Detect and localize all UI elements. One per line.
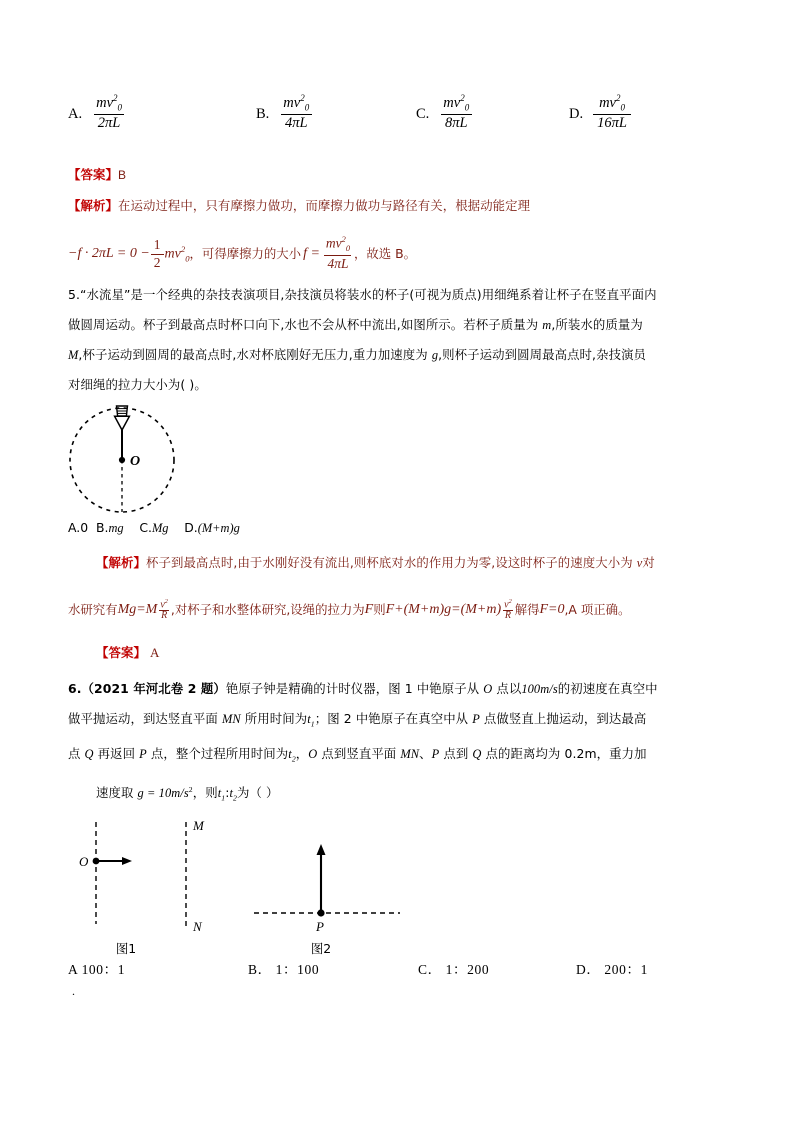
question5-option-c[interactable]: C.Mg — [139, 520, 169, 535]
q6-l1c: 的初速度在真空中 — [557, 681, 658, 696]
question6-option-a[interactable]: A 100：1 — [68, 961, 126, 977]
formula-half-fraction: $\frac{1}{2}$ — [151, 238, 164, 269]
option-d-denominator: 16πL — [593, 114, 631, 132]
q5-an-l2d: 解得 — [514, 601, 540, 617]
question5-analysis-line2 — [68, 592, 728, 628]
formula-part5: ，故选 B。 — [354, 245, 417, 261]
question5-line1 — [68, 280, 728, 310]
q6-t2b: $t_2$ — [229, 786, 237, 803]
question5-analysis-line1 — [68, 548, 756, 578]
fig1-label-M: M — [193, 817, 204, 833]
option-c[interactable] — [416, 94, 473, 132]
question4-answer-row — [68, 160, 728, 190]
q6-var-P2: P — [139, 747, 147, 762]
question6-line1 — [68, 674, 728, 704]
q6-g-value: $g = 10m/s^2$ — [137, 784, 193, 801]
question5-var-m: m — [542, 318, 552, 332]
q5-eq1-den: R — [161, 610, 168, 622]
question5-var-g: g — [431, 348, 439, 362]
q5-var-F: F — [364, 602, 374, 617]
option-d-numerator: $mv^2_0$ — [599, 93, 625, 113]
question5-number: 5. — [68, 287, 81, 302]
projectile-diagrams — [68, 816, 728, 956]
option-d-label: D. — [569, 105, 584, 122]
question5-analysis-label: 【解析】 — [96, 555, 146, 570]
q6-speed: 100m/s — [521, 682, 558, 696]
q6-l3g: 点到 — [439, 746, 473, 762]
question4-options-row — [68, 94, 728, 152]
q6-l4b: ，则 — [192, 785, 218, 801]
formula-result-num: $mv^2_0$ — [325, 235, 351, 254]
question5-text2b: ,所装水的质量为 — [551, 317, 643, 332]
question5-analysis-var-v: v — [636, 556, 643, 570]
figure-2 — [254, 844, 400, 956]
question5-figure — [68, 404, 728, 516]
question5-answer-label: 【答案】 — [96, 645, 146, 660]
q6-l2b: 所用时间为 — [240, 711, 308, 726]
q6-t1: $t_1$ — [307, 712, 315, 729]
q5-an-l2a: 水研究有 — [68, 601, 118, 617]
formula-part2: $mv^2_0$ — [164, 243, 190, 264]
question4-analysis-row — [68, 191, 728, 221]
q6-var-MN2: MN — [400, 747, 420, 762]
option-d[interactable] — [569, 94, 631, 132]
fig1-label-O: O — [79, 853, 89, 869]
option-b-label: B. — [256, 105, 270, 122]
question5-line4 — [68, 370, 728, 400]
option-c-label: C. — [416, 105, 430, 122]
formula-result-fraction — [323, 236, 353, 271]
q6-var-P: P — [472, 712, 480, 726]
q5-eq1-fraction — [158, 599, 170, 622]
option-a-fraction — [92, 94, 126, 132]
question6-number: 6. — [68, 681, 82, 696]
q6-l3c: 点，整个过程所用时间为 — [146, 746, 289, 762]
q6-l3e: 点到竖直平面 — [317, 746, 401, 762]
option-a-label: A. — [68, 105, 83, 122]
question6-options-row — [68, 958, 728, 988]
answer-value: B — [117, 168, 127, 182]
q6-t1b: $t_1$ — [217, 786, 226, 803]
question5-line3 — [68, 340, 728, 370]
option-c-numerator: $mv^2_0$ — [443, 93, 470, 113]
figure-1 — [79, 818, 205, 956]
q6-l1b: 点以 — [492, 681, 522, 696]
question5-option-d[interactable]: D.(M+m)g — [184, 520, 240, 535]
question5-var-M: M — [68, 348, 79, 362]
q6-var-P3: P — [431, 747, 440, 762]
analysis-text: 在运动过程中，只有摩擦力做功，而摩擦力做功与路径有关，根据动能定理 — [117, 198, 531, 213]
question5-options-row — [68, 514, 728, 542]
formula-part1: −f · 2πL = 0 − — [68, 246, 150, 261]
question4-analysis-formula — [68, 234, 728, 274]
q5-eq2-fraction — [502, 599, 514, 622]
question5-text2a: 做圆周运动。杯子到最高点时杯口向下,水也不会从杯中流出,如图所示。若杯子质量为 — [68, 317, 543, 332]
answer-label: 【答案】 — [68, 167, 118, 182]
q6-t2: $t_2$ — [288, 747, 296, 764]
q6-l2c: ；图 2 中铯原子在真空中从 — [314, 711, 473, 726]
question5-analysis-text1: 杯子到最高点时,由于水刚好没有流出,则杯底对水的作用力为零,设这时杯子的速度大小为 — [145, 555, 637, 570]
stray-period-mark: . — [72, 983, 75, 998]
q6-var-MN: MN — [221, 712, 241, 726]
question5-answer-row — [68, 638, 756, 668]
option-c-fraction — [439, 94, 473, 132]
center-point — [119, 457, 125, 463]
q6-var-Q: Q — [84, 747, 94, 762]
option-a-denominator: 2πL — [94, 114, 125, 132]
q6-var-O2: O — [308, 747, 318, 762]
question6-option-b[interactable]: B． 1：100 — [248, 961, 320, 977]
analysis-label: 【解析】 — [68, 198, 118, 213]
fig2-label-P: P — [316, 918, 324, 934]
question5-text1: “水流星”是一个经典的杂技表演项目,杂技演员将装水的杯子(可视为质点)用细绳系着让杯子在竖直平面内 — [80, 287, 657, 302]
formula-result-den: 4πL — [324, 255, 351, 271]
q5-eq2-num: $v^2$ — [504, 597, 512, 610]
option-c-denominator: 8πL — [441, 114, 472, 132]
question5-text3b: ,则杯子运动到圆周最高点时,杂技演员 — [438, 347, 647, 362]
q6-var-O: O — [483, 682, 493, 696]
question5-option-b[interactable]: B.mg — [95, 520, 124, 535]
question6-line3 — [68, 739, 728, 774]
q6-l3f: 、 — [419, 746, 432, 762]
option-b-denominator: 4πL — [281, 114, 312, 132]
question6-option-d[interactable]: D． 200：1 — [576, 961, 648, 977]
question5-text3a: ,杯子运动到圆周的最高点时,水对杯底刚好无压力,重力加速度为 — [78, 347, 432, 362]
fig1-label-N: N — [193, 918, 202, 934]
fig2-velocity-arrowhead — [317, 844, 326, 855]
q5-an-l2c: 则 — [373, 601, 386, 617]
q5-an-l2e: ,A 项正确。 — [564, 601, 631, 617]
formula-part3: ，可得摩擦力的大小 — [189, 245, 302, 261]
question6-line4 — [68, 775, 756, 814]
q5-eq2: F+(M+m)g=(M+m) — [385, 602, 502, 617]
option-d-fraction — [593, 94, 631, 132]
q6-l3a: 点 — [68, 746, 85, 762]
q5-eq1-lhs: Mg=M — [117, 602, 158, 617]
q6-l2d: 点做竖直上抛运动，到达最高 — [479, 711, 647, 726]
q6-l1a: 铯原子钟是精确的计时仪器，图 1 中铯原子从 — [225, 681, 484, 696]
q5-eq3: F=0 — [539, 602, 565, 617]
fig1-velocity-arrowhead — [122, 857, 132, 865]
q6-l3b: 再返回 — [93, 746, 140, 762]
q5-an-l2b: ,对杯子和水整体研究,设绳的拉力为 — [170, 601, 365, 617]
q6-l2a: 做平抛运动，到达竖直平面 — [68, 711, 222, 726]
option-b-fraction — [279, 94, 313, 132]
stray-mark-row — [68, 983, 728, 998]
fig2-caption: 图2 — [310, 940, 332, 956]
question6-figures — [68, 816, 728, 956]
cup-icon — [115, 406, 130, 430]
question5-option-a[interactable]: A.0 — [68, 520, 89, 535]
q6-l4a: 速度取 — [96, 785, 138, 801]
option-a-numerator: $mv^2_0$ — [96, 93, 123, 113]
q6-l4c: 为（ ） — [236, 785, 279, 801]
q6-var-Q2: Q — [472, 747, 482, 762]
option-a[interactable] — [68, 94, 126, 132]
question5-line2 — [68, 310, 728, 340]
q6-l3h: 点的距离均为 0.2m，重力加 — [481, 746, 647, 762]
question6-option-c[interactable]: C． 1：200 — [418, 961, 490, 977]
option-b-numerator: $mv^2_0$ — [283, 93, 310, 113]
question5-text4: 对细绳的拉力大小为( )。 — [68, 377, 207, 392]
q6-l3d: ， — [295, 746, 309, 762]
page-content — [68, 88, 728, 998]
question6-line2 — [68, 704, 728, 739]
q6-colon: : — [225, 785, 230, 801]
question5-answer-value: A — [150, 645, 160, 660]
q5-eq1-num: $v^2$ — [160, 597, 168, 610]
question5-analysis-text1b: 对 — [642, 555, 655, 570]
fig1-caption: 图1 — [115, 940, 137, 956]
question6-source: （2021 年河北卷 2 题） — [81, 681, 226, 696]
q5-eq2-den: R — [504, 610, 511, 622]
center-label-O: O — [130, 454, 141, 469]
water-star-diagram — [68, 404, 268, 516]
option-b[interactable] — [256, 94, 313, 132]
formula-part4: f = — [303, 246, 320, 261]
